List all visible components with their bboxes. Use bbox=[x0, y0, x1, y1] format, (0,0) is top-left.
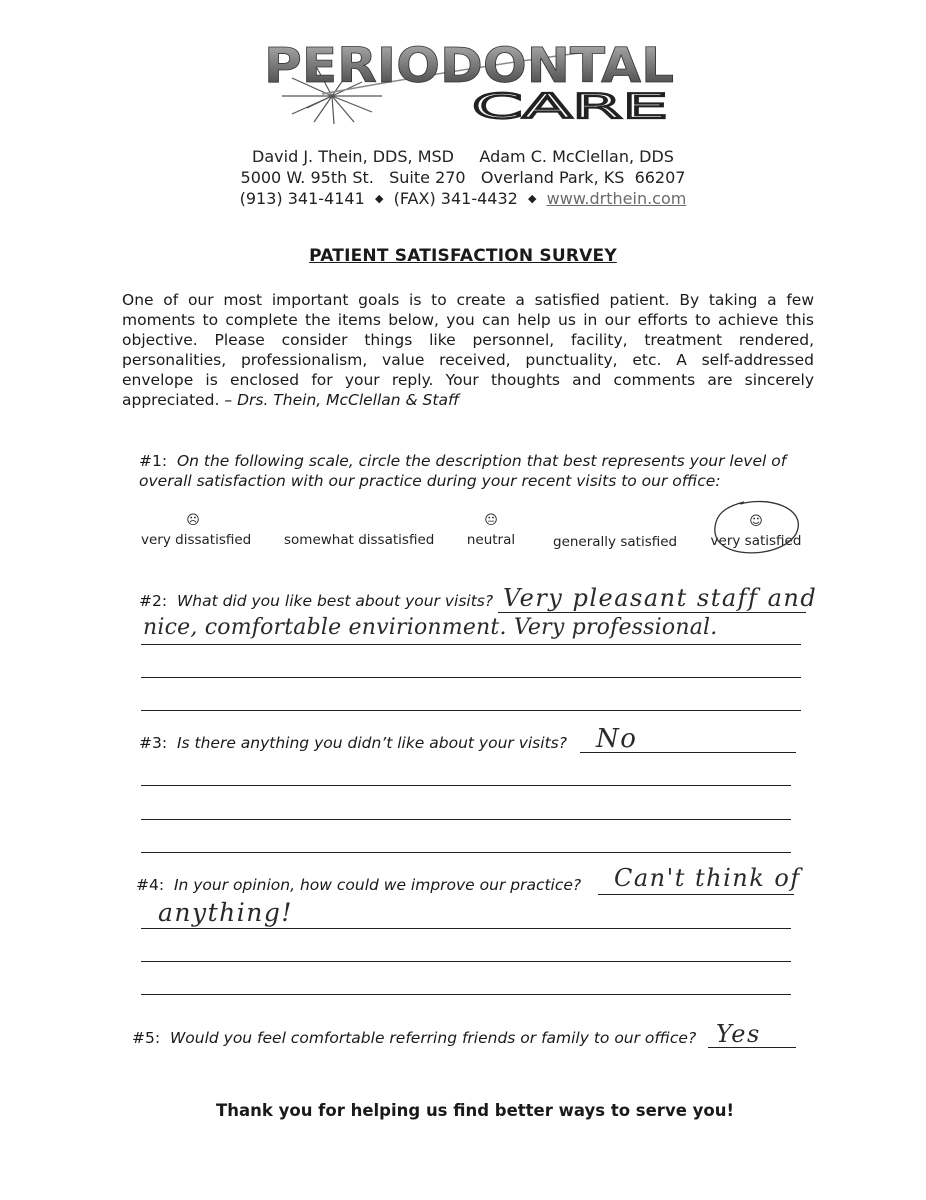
diamond-icon: ◆ bbox=[374, 192, 384, 205]
q4-question bbox=[136, 876, 581, 894]
q4-handwritten-answer-1: Can't think of bbox=[614, 864, 801, 892]
q1-text-2: overall satisfaction with our practice during your recent visits to our office: bbox=[139, 472, 721, 490]
q2-number: #2: bbox=[139, 592, 168, 610]
intro-text: One of our most important goals is to create a satisfied patient. By taking a few moments to complete the items below, you can help us in our efforts to achieve this objective. Please consider things like personnel, facility, treatment rendered, personalities, professionalism, value received, punctuality, etc. A self-addressed envelope is enclosed for your reply. Your thoughts and comments are sincerely appreciated. bbox=[122, 291, 814, 409]
suite: Suite 270 bbox=[389, 168, 466, 187]
q3-answer-line-2[interactable] bbox=[141, 785, 791, 786]
q5-text: Would you feel comfortable referring friends or family to our office? bbox=[169, 1029, 697, 1047]
scale-somewhat-dissatisfied[interactable] bbox=[284, 532, 435, 548]
q5-number: #5: bbox=[132, 1029, 161, 1047]
q3-handwritten-answer: No bbox=[596, 724, 638, 754]
q2-handwritten-answer-2: nice, comfortable envirionment. Very professional. bbox=[143, 615, 718, 640]
fax: (FAX) 341-4432 bbox=[393, 189, 518, 208]
doctor-2: Adam C. McClellan, DDS bbox=[479, 147, 674, 166]
scale-label: generally satisfied bbox=[553, 534, 678, 550]
logo-title: PERIODONTAL bbox=[264, 38, 674, 94]
scale-neutral[interactable] bbox=[462, 514, 520, 548]
practice-logo bbox=[262, 38, 682, 124]
q1-line2 bbox=[139, 472, 721, 490]
logo-subtitle: CARE bbox=[472, 87, 668, 124]
q5-question bbox=[132, 1029, 696, 1047]
phone: (913) 341-4141 bbox=[239, 189, 365, 208]
q2-answer-line-3[interactable] bbox=[141, 677, 801, 678]
smile-icon: ☺ bbox=[749, 514, 763, 529]
diamond-icon: ◆ bbox=[528, 192, 537, 205]
thank-you-message: Thank you for helping us find better ways to serve you! bbox=[216, 1101, 734, 1120]
intro-signature: – Drs. Thein, McClellan & Staff bbox=[224, 391, 460, 409]
q2-answer-line-4[interactable] bbox=[141, 710, 801, 711]
frown-icon: ☹ bbox=[186, 513, 200, 528]
city: Overland Park, KS 66207 bbox=[480, 168, 686, 187]
website-link[interactable]: www.drthein.com bbox=[546, 189, 687, 208]
scale-very-dissatisfied[interactable] bbox=[141, 513, 252, 548]
q4-number: #4: bbox=[136, 876, 165, 894]
q4-answer-line-3[interactable] bbox=[141, 961, 791, 962]
q5-handwritten-answer: Yes bbox=[716, 1020, 761, 1048]
q4-answer-line-4[interactable] bbox=[141, 994, 791, 995]
page-title: PATIENT SATISFACTION SURVEY bbox=[309, 246, 617, 266]
q4-answer-line-2[interactable] bbox=[141, 928, 791, 929]
selection-circle-mark bbox=[710, 498, 802, 556]
q4-answer-line-1[interactable] bbox=[598, 894, 794, 895]
q4-text: In your opinion, how could we improve our practice? bbox=[173, 876, 582, 894]
q3-answer-line-4[interactable] bbox=[141, 852, 791, 853]
intro-paragraph bbox=[122, 290, 814, 410]
scale-generally-satisfied[interactable] bbox=[553, 534, 678, 550]
scale-label: somewhat dissatisfied bbox=[284, 532, 435, 548]
doctor-1: David J. Thein, DDS, MSD bbox=[252, 147, 454, 166]
q1-line1 bbox=[139, 452, 786, 470]
scale-label: very dissatisfied bbox=[141, 532, 252, 548]
q2-question bbox=[139, 592, 493, 610]
scale-label: neutral bbox=[466, 532, 516, 548]
q3-question bbox=[139, 734, 567, 752]
q2-text: What did you like best about your visits? bbox=[176, 592, 494, 610]
contact-line bbox=[0, 189, 926, 208]
logo-graphic bbox=[262, 38, 682, 124]
q3-answer-line-3[interactable] bbox=[141, 819, 791, 820]
q2-handwritten-answer-1: Very pleasant staff and bbox=[503, 584, 818, 612]
street: 5000 W. 95th St. bbox=[240, 168, 374, 187]
q2-answer-line-1[interactable] bbox=[498, 612, 806, 613]
neutral-face-icon: 😐 bbox=[484, 513, 498, 528]
q1-text-1: On the following scale, circle the description that best represents your level of bbox=[176, 452, 787, 470]
q3-number: #3: bbox=[139, 734, 168, 752]
scale-label: very satisfied bbox=[710, 533, 802, 549]
q3-text: Is there anything you didn’t like about your visits? bbox=[176, 734, 567, 752]
q4-handwritten-answer-2: anything! bbox=[158, 898, 293, 927]
address-line bbox=[0, 168, 926, 187]
q1-number: #1: bbox=[139, 452, 168, 470]
q2-answer-line-2[interactable] bbox=[141, 644, 801, 645]
doctors-line bbox=[0, 147, 926, 166]
